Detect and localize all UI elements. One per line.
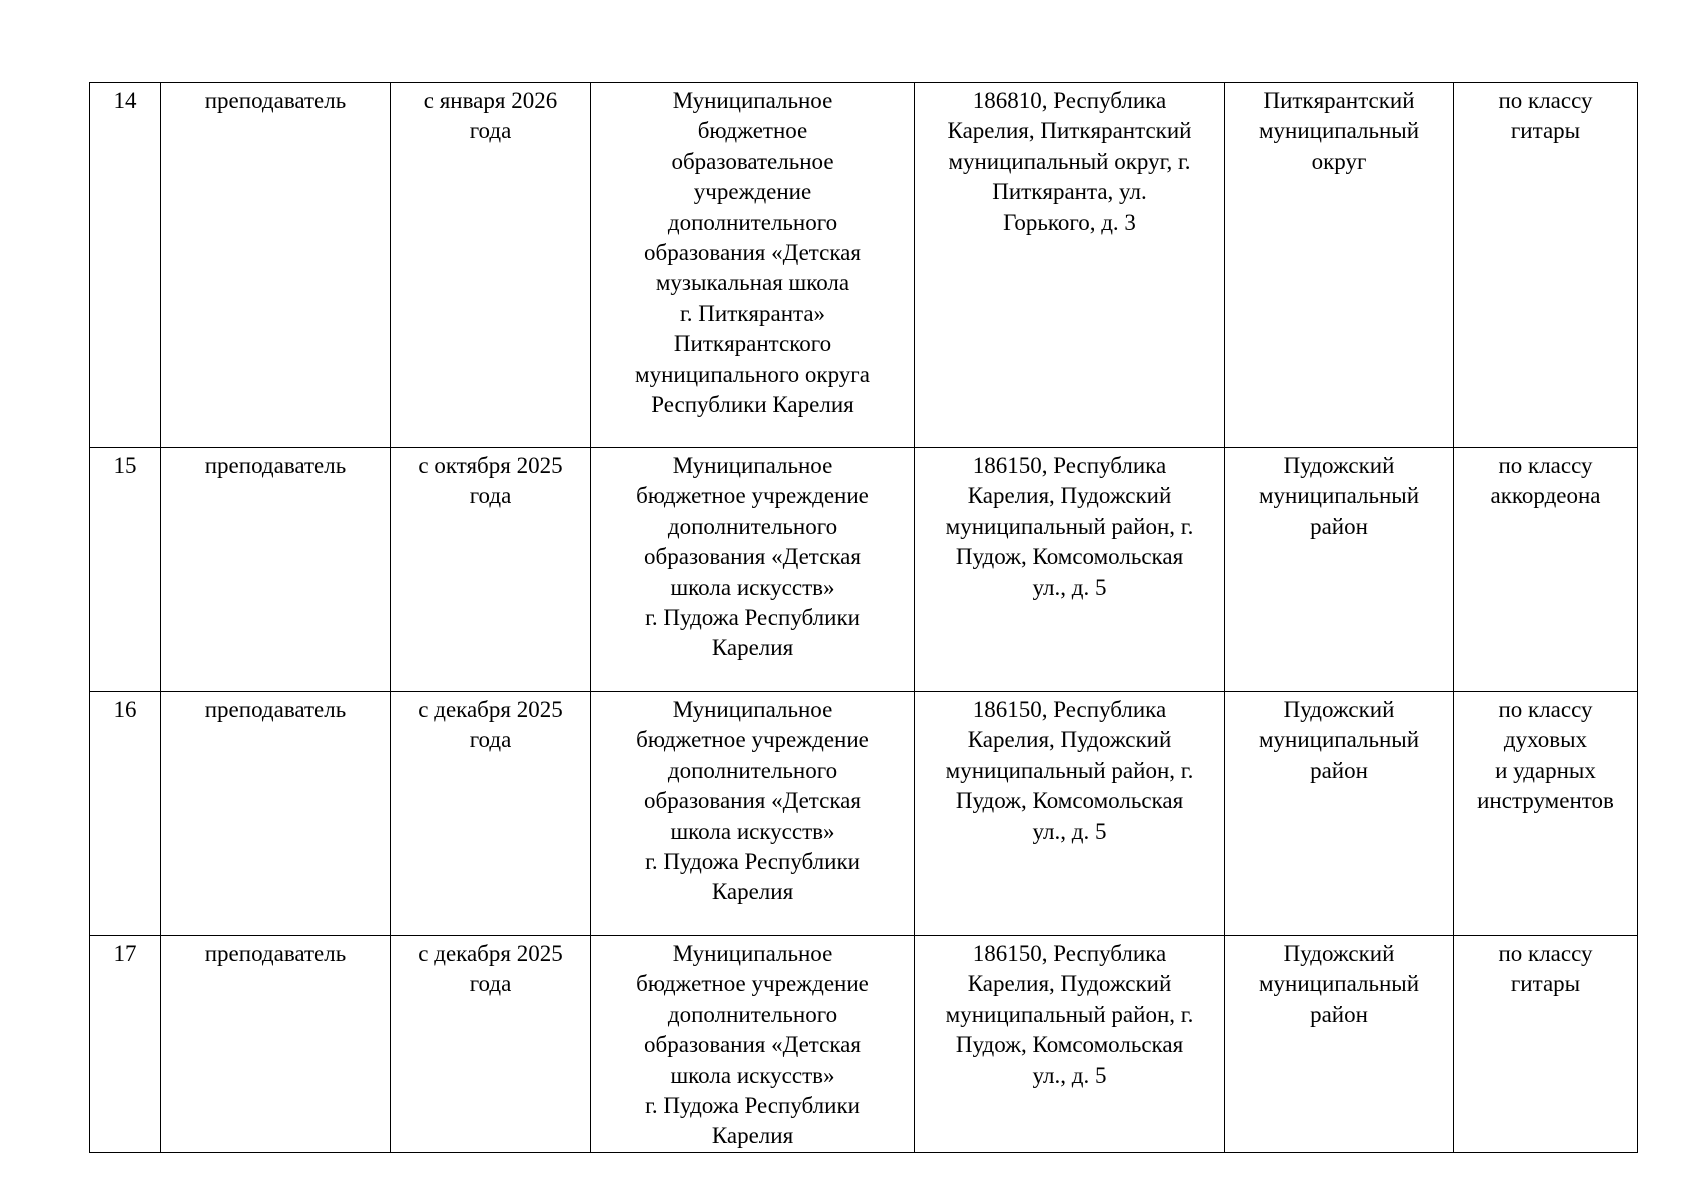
specialty-cell: по классу гитары: [1454, 83, 1638, 448]
specialty-cell: по классу духовых и ударных инструментов: [1454, 692, 1638, 936]
row-number: 16: [90, 692, 161, 936]
institution-cell: Муниципальное бюджетное образовательное учреждение дополнительного образования «Детская музыкальная школа г. Питкяранта» Питкярантского муниципального округа Республики Карелия: [591, 83, 915, 448]
institution-cell: Муниципальное бюджетное учреждение дополнительного образования «Детская школа искусств» г. Пудожа Республики Карелия: [591, 448, 915, 692]
municipality-cell: Пудожский муниципальный район: [1225, 448, 1454, 692]
table-row: [90, 692, 1638, 936]
institution-cell: Муниципальное бюджетное учреждение дополнительного образования «Детская школа искусств» г. Пудожа Республики Карелия: [591, 936, 915, 1153]
vacancy-table: [89, 82, 1638, 1153]
municipality-cell: Пудожский муниципальный район: [1225, 692, 1454, 936]
address-cell: 186810, Республика Карелия, Питкярантский муниципальный округ, г. Питкяранта, ул. Горького, д. 3: [915, 83, 1225, 448]
position-cell: преподаватель: [161, 692, 391, 936]
start-date-cell: с октября 2025 года: [391, 448, 591, 692]
start-date-cell: с января 2026 года: [391, 83, 591, 448]
row-number: 15: [90, 448, 161, 692]
municipality-cell: Пудожский муниципальный район: [1225, 936, 1454, 1153]
position-cell: преподаватель: [161, 936, 391, 1153]
position-cell: преподаватель: [161, 83, 391, 448]
institution-cell: Муниципальное бюджетное учреждение дополнительного образования «Детская школа искусств» г. Пудожа Республики Карелия: [591, 692, 915, 936]
table-row: [90, 936, 1638, 1153]
municipality-cell: Питкярантский муниципальный округ: [1225, 83, 1454, 448]
address-cell: 186150, Республика Карелия, Пудожский муниципальный район, г. Пудож, Комсомольская ул., д. 5: [915, 692, 1225, 936]
start-date-cell: с декабря 2025 года: [391, 692, 591, 936]
row-number: 14: [90, 83, 161, 448]
address-cell: 186150, Республика Карелия, Пудожский муниципальный район, г. Пудож, Комсомольская ул., д. 5: [915, 448, 1225, 692]
table-row: [90, 448, 1638, 692]
row-number: 17: [90, 936, 161, 1153]
start-date-cell: с декабря 2025 года: [391, 936, 591, 1153]
position-cell: преподаватель: [161, 448, 391, 692]
table-row: [90, 83, 1638, 448]
specialty-cell: по классу гитары: [1454, 936, 1638, 1153]
address-cell: 186150, Республика Карелия, Пудожский муниципальный район, г. Пудож, Комсомольская ул., д. 5: [915, 936, 1225, 1153]
specialty-cell: по классу аккордеона: [1454, 448, 1638, 692]
